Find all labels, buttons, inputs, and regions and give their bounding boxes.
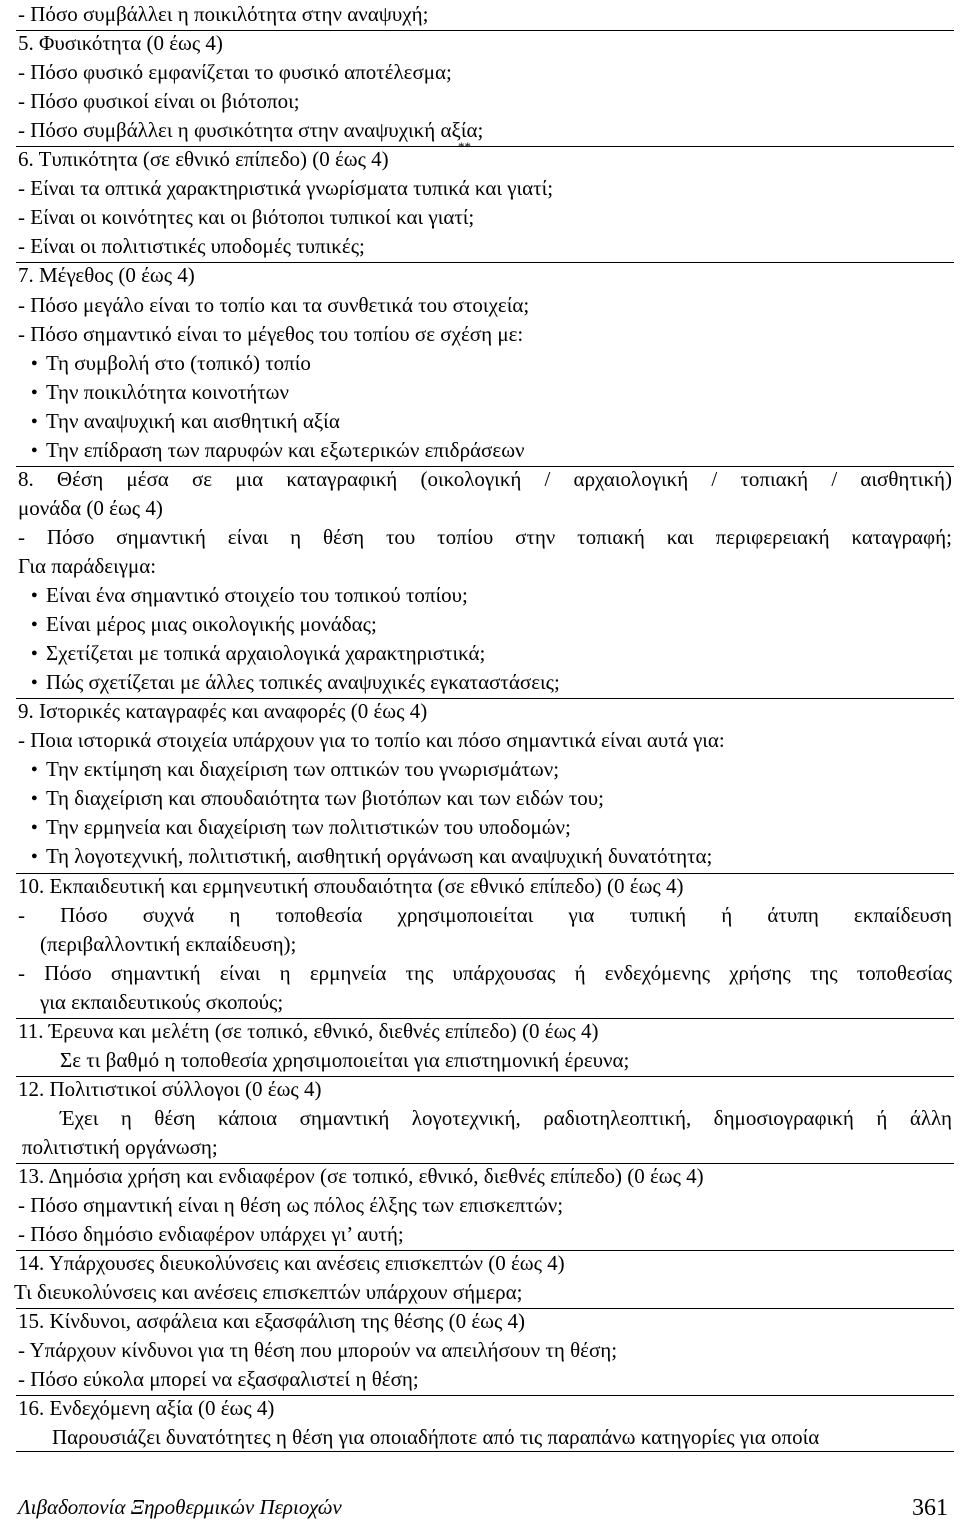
section-heading: 16. Ενδεχόμενη αξία (0 έως 4) — [18, 1396, 275, 1420]
text-line: για εκπαιδευτικούς σκοπούς; — [40, 990, 284, 1014]
section-heading: 14. Υπάρχουσες διευκολύνσεις και ανέσεις επισκεπτών (0 έως 4) — [18, 1251, 565, 1275]
text-line: Για παράδειγμα: — [18, 554, 157, 578]
text-line: - Υπάρχουν κίνδυνοι για τη θέση που μπορούν να απειλήσουν τη θέση; — [18, 1338, 618, 1362]
page-number: 361 — [912, 1495, 948, 1521]
text-line: - Είναι οι πολιτιστικές υποδομές τυπικές; — [18, 234, 365, 258]
text-line: μονάδα (0 έως 4) — [18, 496, 163, 520]
text-line: - Είναι οι κοινότητες και οι βιότοποι τυπικοί και γιατί; — [18, 205, 475, 229]
text-line: Τι διευκολύνσεις και ανέσεις επισκεπτών υπάρχουν σήμερα; — [14, 1280, 523, 1304]
footer-title: Λιβαδοπονία Ξηροθερμικών Περιοχών — [18, 1495, 342, 1519]
text-line: Παρουσιάζει δυνατότητες η θέση για οποιαδήποτε από τις παραπάνω κατηγορίες για οποία — [52, 1425, 820, 1449]
text-line: - Πόσο συμβάλλει η φυσικότητα στην αναψυχική αξία; — [18, 118, 484, 142]
text-line: - Πόσο φυσικοί είναι οι βιότοποι; — [18, 89, 300, 113]
bullet-item: ● Την ποικιλότητα κοινοτήτων — [46, 378, 289, 407]
text-line: Σε τι βαθμό η τοποθεσία χρησιμοποιείται για επιστημονική έρευνα; — [60, 1048, 630, 1072]
bullet-item: ● Είναι μέρος μιας οικολογικής μονάδας; — [46, 610, 377, 639]
text-line: - Ποια ιστορικά στοιχεία υπάρχουν για το τοπίο και πόσο σημαντικά είναι αυτά για: — [18, 728, 725, 752]
bullet-item: ● Τη συμβολή στο (τοπικό) τοπίο — [46, 349, 311, 378]
text-line: - Πόσο σημαντικό είναι το μέγεθος του τοπίου σε σχέση με: — [18, 322, 524, 346]
bullet-item: ● Την εκτίμηση και διαχείριση των οπτικών του γνωρισμάτων; — [46, 755, 559, 784]
section-heading: 11. Έρευνα και μελέτη (σε τοπικό, εθνικό, διεθνές επίπεδο) (0 έως 4) — [18, 1019, 599, 1043]
text-line: - Πόσο σημαντική είναι η ερμηνεία της υπάρχουσας ή ενδεχόμενης χρήσης της τοποθεσίας — [18, 961, 952, 985]
text-line: - Πόσο φυσικό εμφανίζεται το φυσικό αποτέλεσμα; — [18, 60, 452, 84]
text-line: - Πόσο συχνά η τοποθεσία χρησιμοποιείται για τυπική ή άτυπη εκπαίδευση — [18, 903, 952, 927]
text-line: - Πόσο δημόσιο ενδιαφέρον υπάρχει γι’ αυτή; — [18, 1222, 404, 1246]
section-heading: 9. Ιστορικές καταγραφές και αναφορές (0 έως 4) — [18, 699, 428, 723]
section-heading: 13. Δημόσια χρήση και ενδιαφέρον (σε τοπικό, εθνικό, διεθνές επίπεδο) (0 έως 4) — [18, 1164, 704, 1188]
text-line: (περιβαλλοντική εκπαίδευση); — [40, 932, 297, 956]
section-heading: 7. Μέγεθος (0 έως 4) — [18, 263, 195, 287]
bullet-item: ● Την επίδραση των παρυφών και εξωτερικών επιδράσεων — [46, 436, 525, 465]
bullet-item: ● Την ερμηνεία και διαχείριση των πολιτιστικών του υποδομών; — [46, 813, 571, 842]
section-heading: 10. Εκπαιδευτική και ερμηνευτική σπουδαιότητα (σε εθνικό επίπεδο) (0 έως 4) — [18, 874, 684, 898]
bullet-item: ● Τη λογοτεχνική, πολιτιστική, αισθητική οργάνωση και αναψυχική δυνατότητα; — [46, 842, 712, 871]
text-line: πολιτιστική οργάνωση; — [22, 1135, 218, 1159]
section-heading: 12. Πολιτιστικοί σύλλογοι (0 έως 4) — [18, 1077, 322, 1101]
text-line: Έχει η θέση κάποια σημαντική λογοτεχνική, ραδιοτηλεοπτική, δημοσιογραφική ή άλλη — [60, 1106, 952, 1130]
bottom-rule — [16, 1451, 954, 1452]
section-heading: 8. Θέση μέσα σε μια καταγραφική (οικολογική / αρχαιολογική / τοπιακή / αισθητική) — [18, 467, 952, 491]
section-heading: 6. Τυπικότητα (σε εθνικό επίπεδο) (0 έως 4) — [18, 147, 389, 171]
bullet-item: ● Πώς σχετίζεται με άλλες τοπικές αναψυχικές εγκαταστάσεις; — [46, 668, 560, 697]
section-heading: 15. Κίνδυνοι, ασφάλεια και εξασφάλιση της θέσης (0 έως 4) — [18, 1309, 526, 1333]
text-line: - Πόσο σημαντική είναι η θέση ως πόλος έλξης των επισκεπτών; — [18, 1193, 564, 1217]
bullet-item: ● Την αναψυχική και αισθητική αξία — [46, 407, 340, 436]
text-line: - Πόσο μεγάλο είναι το τοπίο και τα συνθετικά του στοιχεία; — [18, 293, 530, 317]
text-line: - Πόσο εύκολα μπορεί να εξασφαλιστεί η θέση; — [18, 1367, 419, 1391]
text-line: - Πόσο σημαντική είναι η θέση του τοπίου στην τοπιακή και περιφερειακή καταγραφή; — [18, 525, 952, 549]
text-line: - Είναι τα οπτικά χαρακτηριστικά γνωρίσματα τυπικά και γιατί; — [18, 176, 554, 200]
section-heading: 5. Φυσικότητα (0 έως 4) — [18, 31, 223, 55]
bullet-item: ● Τη διαχείριση και σπουδαιότητα των βιοτόπων και των ειδών του; — [46, 784, 604, 813]
text-line: - Πόσο συμβάλλει η ποικιλότητα στην αναψυχή; — [18, 2, 429, 26]
bullet-item: ● Σχετίζεται με τοπικά αρχαιολογικά χαρακτηριστικά; — [46, 639, 485, 668]
bullet-item: ● Είναι ένα σημαντικό στοιχείο του τοπικού τοπίου; — [46, 581, 468, 610]
